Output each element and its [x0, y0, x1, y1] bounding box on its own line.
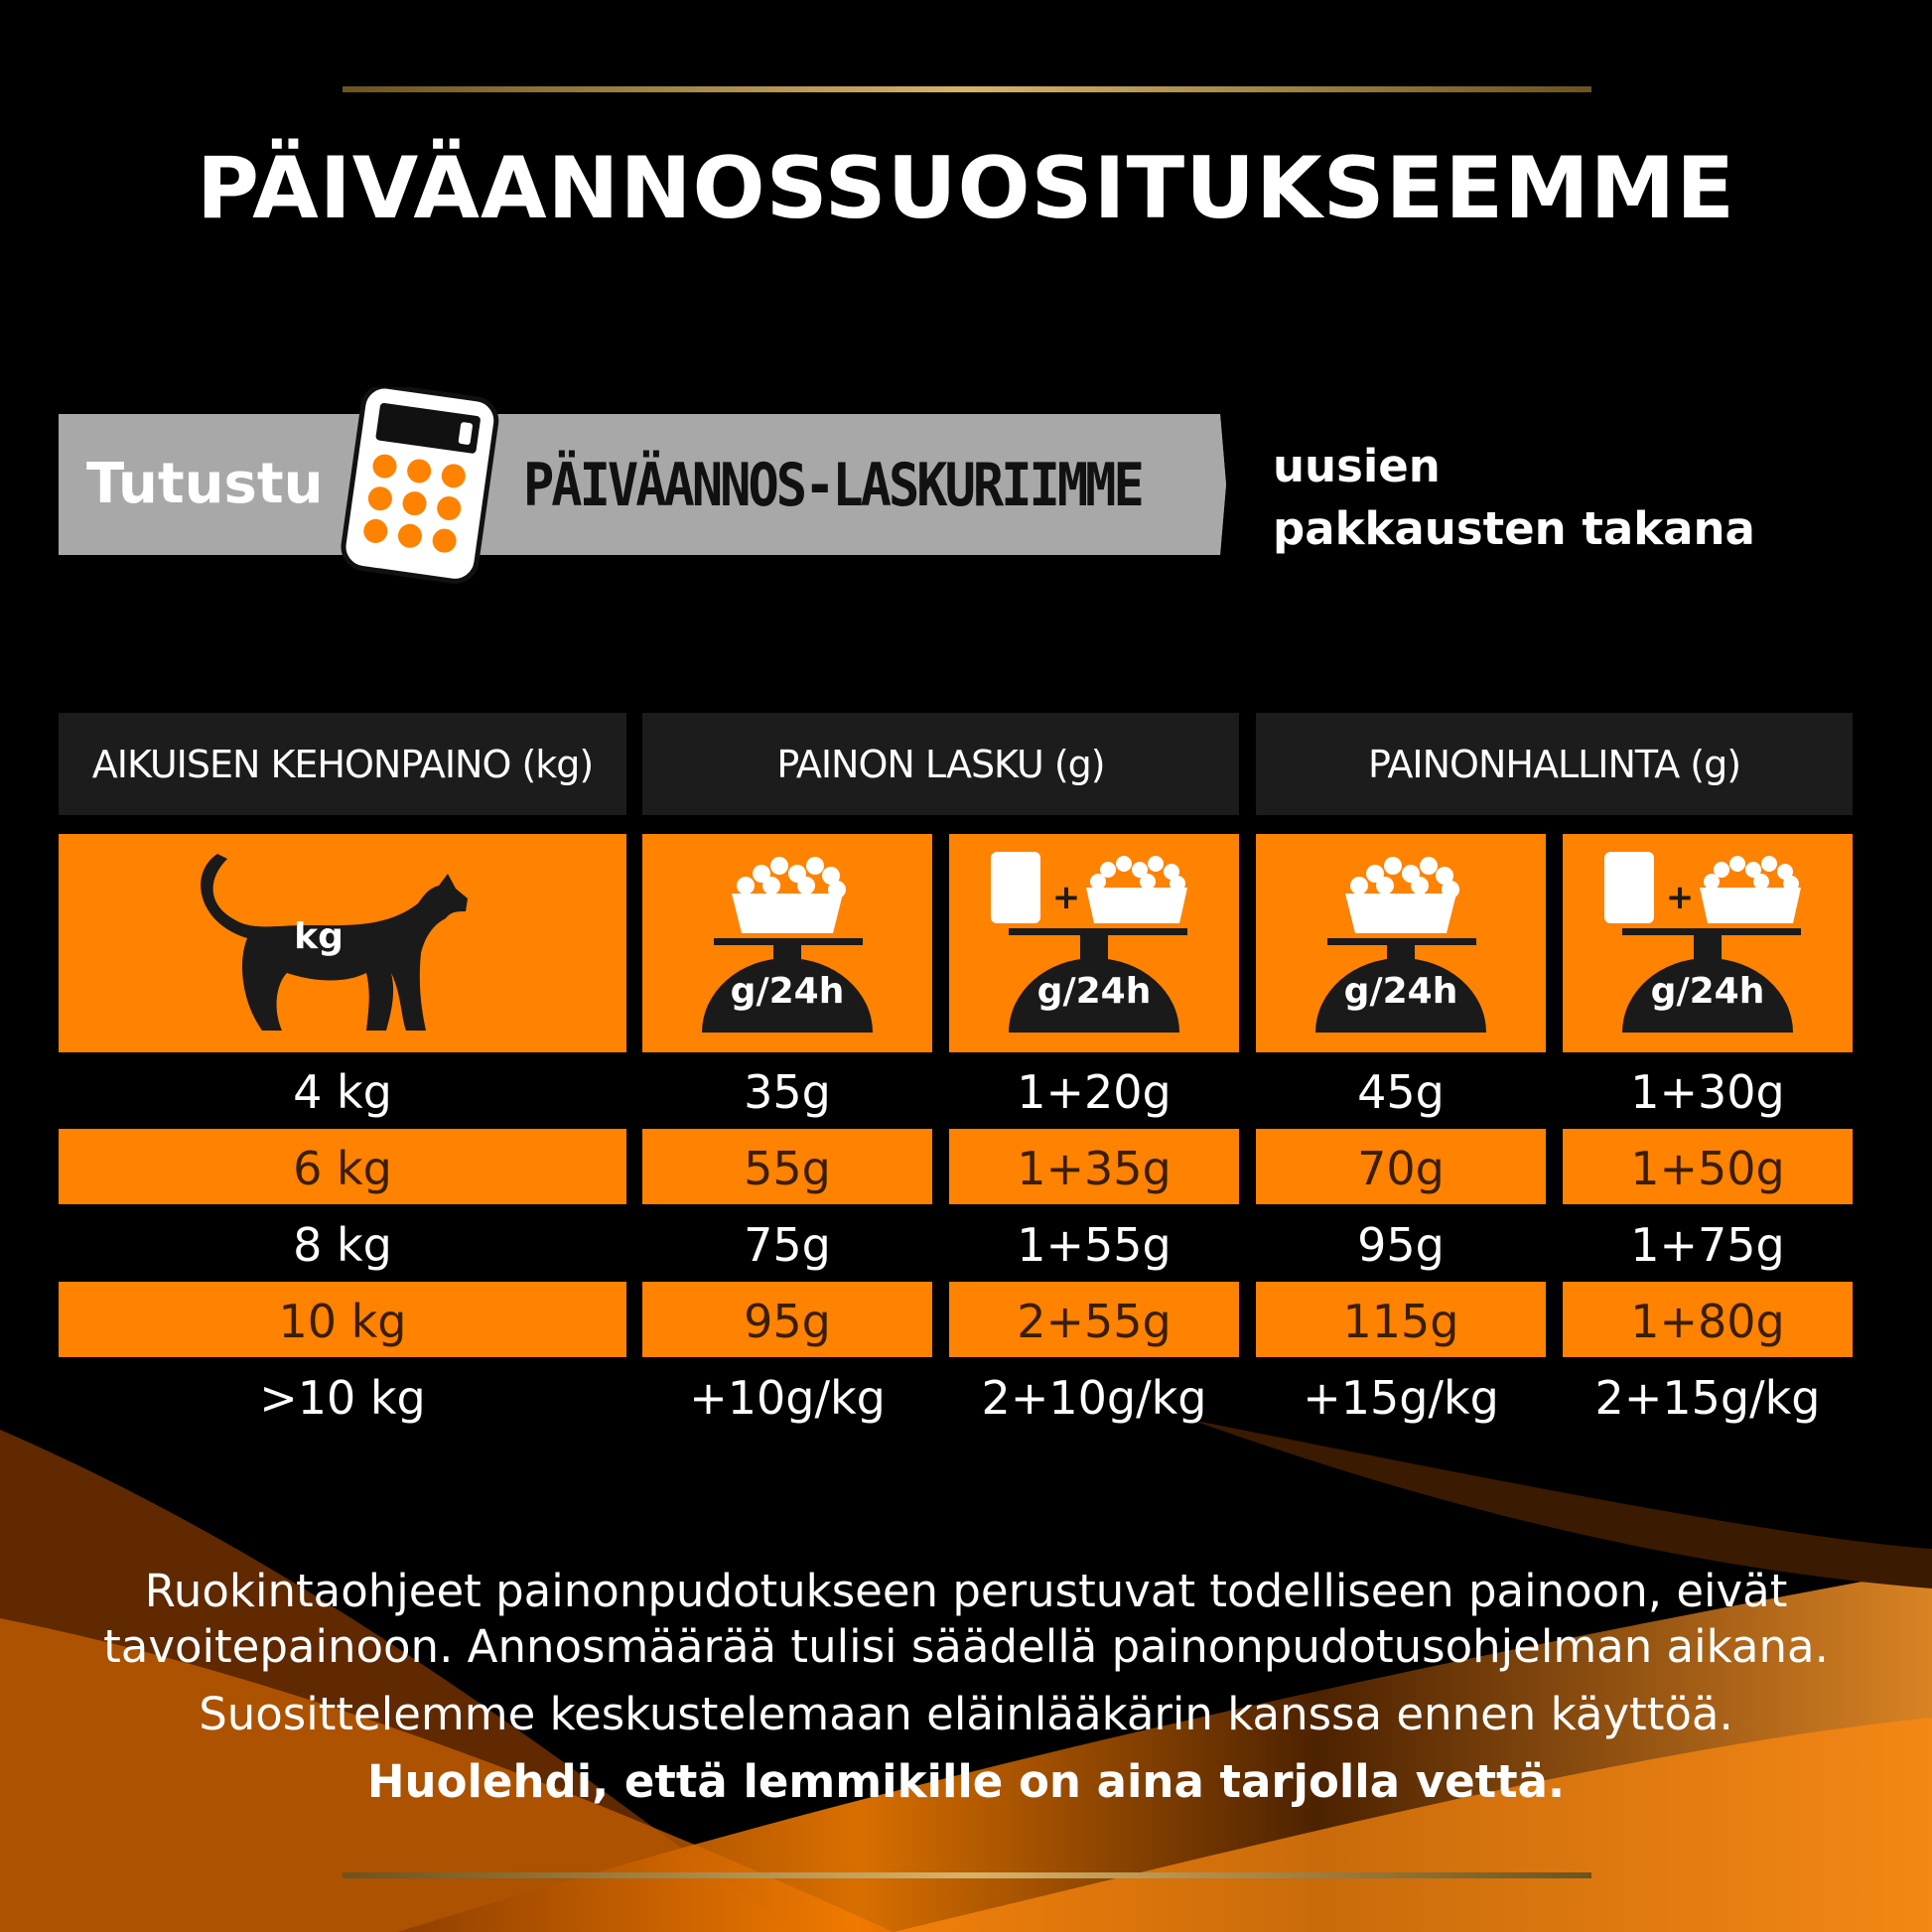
- table-cell: 115g: [1342, 1295, 1459, 1348]
- can-bowl-scale-icon: [1563, 834, 1853, 1052]
- banner-lead: Tutustu: [86, 452, 324, 516]
- table-cell: 1+35g: [1017, 1142, 1172, 1195]
- table-cell: +15g/kg: [1303, 1371, 1499, 1425]
- table-cell: 70g: [1357, 1142, 1445, 1195]
- footer-line2: tavoitepainoon. Annosmäärää tulisi säädellä painonpudotusohjelman aikana.: [103, 1620, 1829, 1673]
- calculator-banner: [59, 414, 1226, 555]
- scale-label: g/24h: [1343, 971, 1458, 1012]
- header-body-weight: AIKUISEN KEHONPAINO (kg): [59, 713, 626, 815]
- table-cell: 1+30g: [1630, 1065, 1785, 1119]
- bowl-scale-icon: [642, 834, 932, 1052]
- table-cell: 2+15g/kg: [1594, 1371, 1821, 1425]
- scale-label: g/24h: [1650, 971, 1765, 1012]
- table-cell-weight: 10 kg: [278, 1295, 407, 1348]
- table-cell: 95g: [744, 1295, 831, 1348]
- bowl-scale-icon: [1256, 834, 1546, 1052]
- icon-cell-control-mixed: [1563, 834, 1853, 1052]
- table-cell: 35g: [744, 1065, 831, 1119]
- table-cell: 1+20g: [1017, 1065, 1172, 1119]
- banner-tail-text: [1273, 435, 1755, 560]
- icon-cell-loss-mixed: [949, 834, 1239, 1052]
- table-cell: 2+55g: [1017, 1295, 1172, 1348]
- svg-text:+: +: [1051, 878, 1081, 917]
- can-bowl-scale-icon: [949, 834, 1239, 1052]
- cat-icon-cell: [59, 834, 626, 1052]
- footer-notes: [0, 1564, 1932, 1822]
- table-cell-weight: 8 kg: [293, 1218, 392, 1272]
- scale-label: g/24h: [1036, 971, 1152, 1012]
- banner-highlight: PÄIVÄANNOS-LASKURIIMME: [523, 452, 1142, 520]
- bottom-gold-divider: [343, 1872, 1591, 1878]
- banner-tail-line1: uusien: [1273, 440, 1441, 492]
- cat-icon: [59, 834, 626, 1052]
- footer-line4: Huolehdi, että lemmikille on aina tarjolla vettä.: [366, 1755, 1566, 1808]
- footer-line3: Suosittelemme keskustelemaan eläinlääkärin kanssa ennen käyttöä.: [199, 1688, 1733, 1740]
- table-cell-weight: 6 kg: [293, 1142, 392, 1195]
- cat-kg-label: kg: [294, 916, 344, 957]
- header-weight-control: PAINONHALLINTA (g): [1256, 713, 1853, 815]
- icon-cell-control-dry: [1256, 834, 1546, 1052]
- table-cell: 75g: [744, 1218, 831, 1272]
- header-weight-loss: PAINON LASKU (g): [642, 713, 1239, 815]
- table-cell: 55g: [744, 1142, 831, 1195]
- top-gold-divider: [343, 86, 1591, 92]
- table-cell: 1+55g: [1017, 1218, 1172, 1272]
- table-cell-weight: 4 kg: [293, 1065, 392, 1119]
- footer-line1: Ruokintaohjeet painonpudotukseen perustuvat todelliseen painoon, eivät: [144, 1565, 1788, 1617]
- table-cell: 1+80g: [1630, 1295, 1785, 1348]
- icon-cell-loss-dry: [642, 834, 932, 1052]
- table-cell: 1+50g: [1630, 1142, 1785, 1195]
- calculator-icon: [338, 387, 506, 586]
- table-cell: 45g: [1357, 1065, 1445, 1119]
- table-cell: +10g/kg: [689, 1371, 886, 1425]
- table-cell: 95g: [1357, 1218, 1445, 1272]
- page-title: PÄIVÄANNOSSUOSITUKSEEMME: [197, 139, 1735, 238]
- scale-label: g/24h: [730, 971, 845, 1012]
- svg-text:+: +: [1665, 878, 1695, 917]
- table-cell: 2+10g/kg: [981, 1371, 1207, 1425]
- table-cell: 1+75g: [1630, 1218, 1785, 1272]
- banner-tail-line2: pakkausten takana: [1273, 502, 1755, 555]
- table-cell-weight: >10 kg: [259, 1371, 426, 1425]
